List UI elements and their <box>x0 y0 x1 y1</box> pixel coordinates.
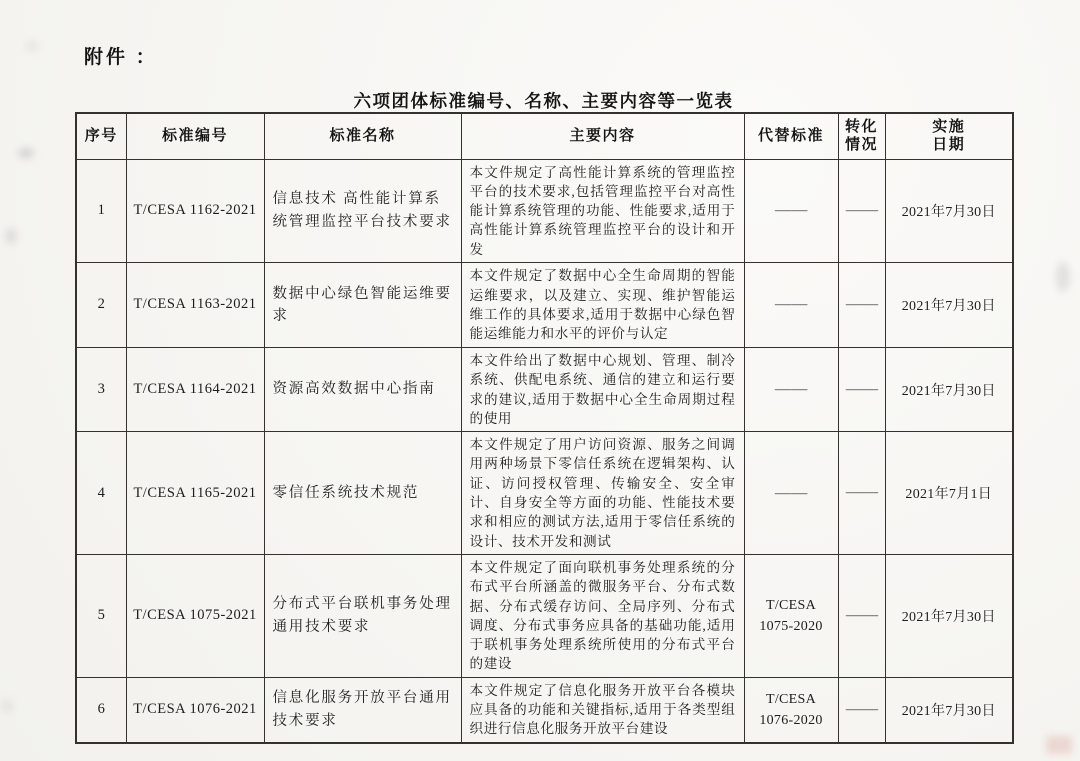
standard-content: 本文件给出了数据中心规划、管理、制冷系统、供配电系统、通信的建立和运行要求的建议,适用于数据中心全生命周期过程的使用 <box>461 347 744 431</box>
scan-smudge <box>26 42 38 50</box>
replaced-standard: T/CESA 1076-2020 <box>744 677 838 742</box>
table-row <box>76 262 1013 347</box>
replaced-standard <box>744 347 838 431</box>
row-index: 1 <box>76 159 126 262</box>
standard-name: 零信任系统技术规范 <box>264 432 461 555</box>
replaced-standard <box>744 432 838 555</box>
implementation-date: 2021年7月30日 <box>885 554 1013 677</box>
standard-code: T/CESA 1162-2021 <box>126 159 264 262</box>
header-replaced: 代替标准 <box>744 113 838 159</box>
standard-code: T/CESA 1165-2021 <box>126 432 264 555</box>
conversion-status <box>838 347 885 431</box>
standard-code: T/CESA 1164-2021 <box>126 347 264 431</box>
page-title: 六项团体标准编号、名称、主要内容等一览表 <box>353 91 734 111</box>
standards-table <box>75 112 1014 744</box>
table-row <box>76 432 1013 555</box>
replaced-value: —— <box>774 485 808 501</box>
standard-content: 本文件规定了面向联机事务处理系统的分布式平台所涵盖的微服务平台、分布式数据、分布式缓存访问、全局序列、分布式调度、分布式事务应具备的基础功能,适用于联机事务处理系统所使用的分布式平台的建设 <box>461 554 744 677</box>
implementation-date: 2021年7月30日 <box>885 159 1013 262</box>
table-header-row <box>76 113 1013 159</box>
standard-name: 信息技术 高性能计算系统管理监控平台技术要求 <box>264 159 461 262</box>
standard-content: 本文件规定了高性能计算系统的管理监控平台的技术要求,包括管理监控平台对高性能计算系统管理的功能、性能要求,适用于高性能计算系统管理监控平台的设计和开发 <box>461 159 744 262</box>
conversion-status <box>838 159 885 262</box>
header-name: 标准名称 <box>264 113 461 159</box>
conversion-status <box>838 262 885 347</box>
replaced-value: —— <box>774 382 808 398</box>
header-conversion-line2: 情况 <box>844 137 878 154</box>
header-date-line1: 实施 <box>932 118 966 135</box>
conversion-value: —— <box>845 485 878 501</box>
implementation-date: 2021年7月30日 <box>885 677 1013 742</box>
conversion-value: —— <box>845 607 878 623</box>
table-row <box>76 159 1013 262</box>
conversion-value: —— <box>845 381 878 397</box>
conversion-status <box>838 554 885 677</box>
standard-content: 本文件规定了用户访问资源、服务之间调用两种场景下零信任系统在逻辑架构、认证、访问授权管理、传输安全、安全审计、自身安全等方面的功能、性能技术要求和相应的测试方法,适用于零信任系统的设计、技术开发和测试 <box>461 432 744 555</box>
scan-smudge <box>1046 736 1072 754</box>
scan-smudge <box>2 700 12 712</box>
row-index: 2 <box>76 262 126 347</box>
header-date-line2: 日期 <box>932 137 966 154</box>
implementation-date: 2021年7月30日 <box>885 262 1013 347</box>
header-index: 序号 <box>76 113 126 159</box>
conversion-value: —— <box>845 296 878 312</box>
standard-code: T/CESA 1163-2021 <box>126 262 264 347</box>
implementation-date: 2021年7月1日 <box>885 432 1013 555</box>
header-content: 主要内容 <box>461 113 744 159</box>
table-row <box>76 677 1013 742</box>
standard-name: 资源高效数据中心指南 <box>264 347 461 431</box>
standard-content: 本文件规定了信息化服务开放平台各模块应具备的功能和关键指标,适用于各类型组织进行信息化服务开放平台建设 <box>461 677 744 742</box>
header-conversion-line1: 转化 <box>844 118 878 135</box>
standard-name: 信息化服务开放平台通用技术要求 <box>264 677 461 742</box>
header-conversion <box>838 113 885 159</box>
standard-code: T/CESA 1075-2021 <box>126 554 264 677</box>
standard-name: 分布式平台联机事务处理通用技术要求 <box>264 554 461 677</box>
scan-smudge <box>18 148 34 158</box>
attachment-label: 附件 ： <box>84 47 158 68</box>
scan-smudge <box>6 228 16 244</box>
standard-content: 本文件规定了数据中心全生命周期的智能运维要求，以及建立、实现、维护智能运维工作的具体要求,适用于数据中心绿色智能运维能力和水平的评价与认定 <box>461 262 744 347</box>
header-code: 标准编号 <box>126 113 264 159</box>
standard-code: T/CESA 1076-2021 <box>126 677 264 742</box>
standard-name: 数据中心绿色智能运维要求 <box>264 262 461 347</box>
scan-smudge <box>1056 262 1070 292</box>
replaced-standard <box>744 159 838 262</box>
row-index: 3 <box>76 347 126 431</box>
replaced-standard: T/CESA 1075-2020 <box>744 554 838 677</box>
replaced-value: —— <box>774 203 808 219</box>
row-index: 4 <box>76 432 126 555</box>
conversion-status <box>838 432 885 555</box>
conversion-status <box>838 677 885 742</box>
row-index: 6 <box>76 677 126 742</box>
conversion-value: —— <box>845 202 878 218</box>
row-index: 5 <box>76 554 126 677</box>
replaced-value: —— <box>774 297 808 313</box>
conversion-value: —— <box>845 701 878 717</box>
table-row <box>76 554 1013 677</box>
replaced-standard <box>744 262 838 347</box>
table-row <box>76 347 1013 431</box>
implementation-date: 2021年7月30日 <box>885 347 1013 431</box>
header-date <box>885 113 1013 159</box>
